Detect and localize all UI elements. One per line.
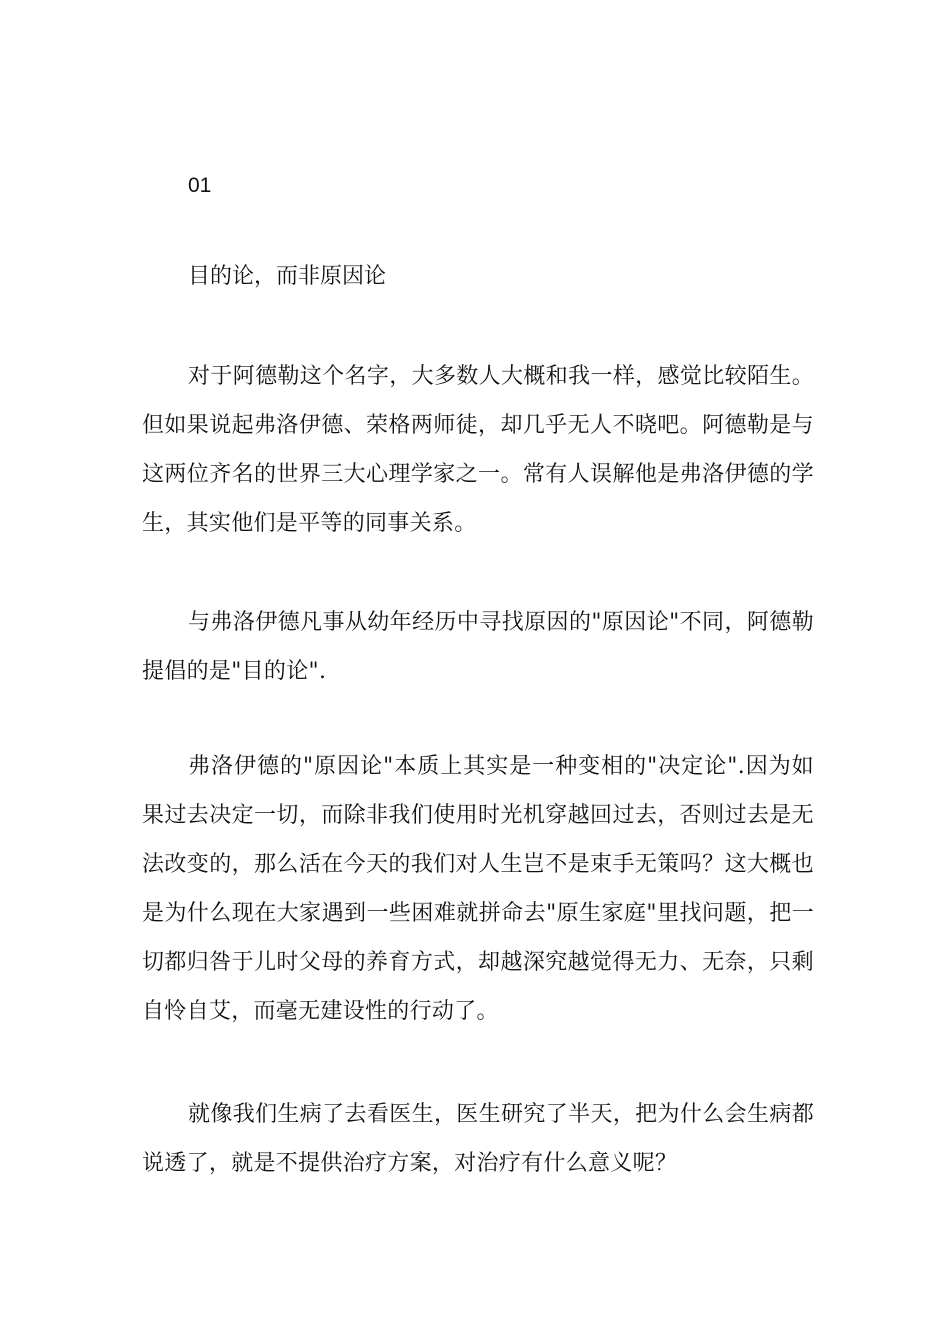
paragraph-intro: 对于阿德勒这个名字，大多数人大概和我一样，感觉比较陌生。但如果说起弗洛伊德、荣格两师徒，却几乎无人不晓吧。阿德勒是与这两位齐名的世界三大心理学家之一。常有人误解他是弗洛伊德的学生，其实他们是平等的同事关系。 <box>142 364 814 536</box>
paragraph-teleology: 与弗洛伊德凡事从幼年经历中寻找原因的"原因论"不同，阿德勒提倡的是"目的论". <box>142 610 814 684</box>
section-number: 01 <box>188 174 212 197</box>
paragraph-doctor-analogy: 就像我们生病了去看医生，医生研究了半天，把为什么会生病都说透了，就是不提供治疗方案，对治疗有什么意义呢？ <box>142 1102 814 1176</box>
paragraph-determinism: 弗洛伊德的"原因论"本质上其实是一种变相的"决定论".因为如果过去决定一切，而除非我们使用时光机穿越回过去，否则过去是无法改变的，那么活在今天的我们对人生岂不是束手无策吗？这大概也是为什么现在大家遇到一些困难就拼命去"原生家庭"里找问题，把一切都归咎于儿时父母的养育方式，却越深究越觉得无力、无奈，只剩自怜自艾，而毫无建设性的行动了。 <box>142 754 814 1024</box>
section-heading: 目的论，而非原因论 <box>188 264 387 289</box>
